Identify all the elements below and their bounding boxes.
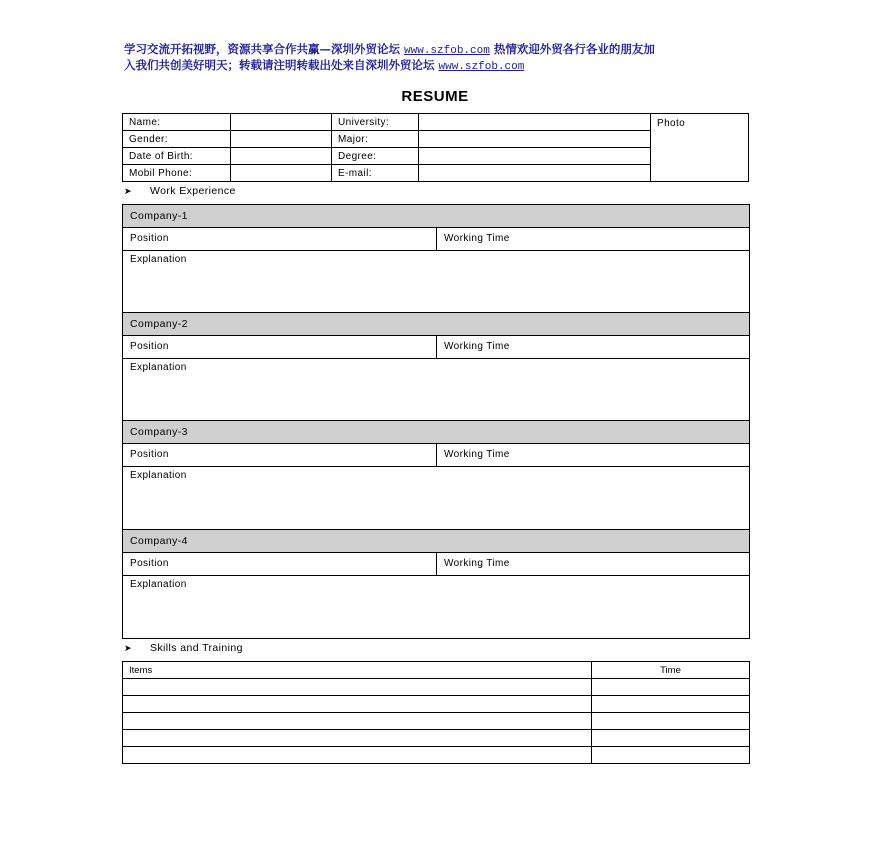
work-experience-label: Work Experience [150, 185, 236, 197]
working-time-field[interactable]: Working Time [444, 449, 510, 460]
working-time-field[interactable]: Working Time [444, 233, 510, 244]
phone-label: Mobil Phone: [123, 165, 231, 182]
skills-training-label: Skills and Training [150, 642, 243, 654]
company-block [122, 420, 750, 530]
major-field[interactable] [419, 131, 651, 148]
banner-text-1-tail: 热情欢迎外贸各行各业的朋友加 [493, 42, 655, 56]
phone-field[interactable] [231, 165, 332, 182]
company-name: Company-2 [123, 313, 749, 336]
time-cell[interactable] [592, 730, 750, 747]
explanation-field[interactable]: Explanation [130, 362, 187, 373]
item-cell[interactable] [123, 730, 592, 747]
banner-text-2: 入我们共创美好明天；转载请注明转载出处来自深圳外贸论坛 [124, 58, 435, 72]
arrowhead-bullet-icon: ➤ [124, 186, 132, 196]
degree-label: Degree: [332, 148, 419, 165]
item-cell[interactable] [123, 747, 592, 764]
email-field[interactable] [419, 165, 651, 182]
company-block [122, 529, 750, 639]
page-title: RESUME [401, 88, 469, 105]
gender-field[interactable] [231, 131, 332, 148]
gender-label: Gender: [123, 131, 231, 148]
explanation-field[interactable]: Explanation [130, 470, 187, 481]
company-row [123, 336, 749, 359]
work-experience-heading [124, 185, 236, 197]
table-row [123, 713, 750, 730]
company-row [123, 553, 749, 576]
table-row [123, 730, 750, 747]
company-name: Company-3 [123, 421, 749, 444]
dob-field[interactable] [231, 148, 332, 165]
degree-field[interactable] [419, 148, 651, 165]
explanation-field[interactable]: Explanation [130, 579, 187, 590]
forum-link-2[interactable]: www.szfob.com [438, 61, 525, 73]
email-label: E-mail: [332, 165, 419, 182]
photo-box[interactable]: Photo [651, 114, 749, 182]
company-name: Company-1 [123, 205, 749, 228]
position-field[interactable]: Position [123, 444, 437, 466]
banner-line-2 [124, 58, 764, 74]
item-cell[interactable] [123, 713, 592, 730]
time-cell[interactable] [592, 696, 750, 713]
position-field[interactable]: Position [123, 336, 437, 358]
position-field[interactable]: Position [123, 553, 437, 575]
working-time-field[interactable]: Working Time [444, 341, 510, 352]
time-header: Time [592, 662, 750, 679]
time-cell[interactable] [592, 679, 750, 696]
items-header: Items [123, 662, 592, 679]
company-row [123, 228, 749, 251]
item-cell[interactable] [123, 679, 592, 696]
table-row [123, 696, 750, 713]
item-cell[interactable] [123, 696, 592, 713]
header-banner [124, 42, 764, 74]
company-block [122, 312, 750, 422]
skills-training-heading [124, 642, 243, 654]
skills-table [122, 661, 750, 764]
name-field[interactable] [231, 114, 332, 131]
company-name: Company-4 [123, 530, 749, 553]
company-row [123, 444, 749, 467]
university-label: University: [332, 114, 419, 131]
working-time-field[interactable]: Working Time [444, 558, 510, 569]
time-cell[interactable] [592, 713, 750, 730]
dob-label: Date of Birth: [123, 148, 231, 165]
position-field[interactable]: Position [123, 228, 437, 250]
banner-text-1: 学习交流开拓视野，资源共享合作共赢—深圳外贸论坛 [124, 42, 400, 56]
company-block [122, 204, 750, 314]
major-label: Major: [332, 131, 419, 148]
forum-link-1[interactable]: www.szfob.com [404, 45, 490, 57]
explanation-field[interactable]: Explanation [130, 254, 187, 265]
personal-info-table [122, 113, 749, 182]
table-row [123, 679, 750, 696]
banner-line-1 [124, 42, 764, 58]
university-field[interactable] [419, 114, 651, 131]
time-cell[interactable] [592, 747, 750, 764]
name-label: Name: [123, 114, 231, 131]
table-row [123, 747, 750, 764]
arrowhead-bullet-icon: ➤ [124, 643, 132, 653]
